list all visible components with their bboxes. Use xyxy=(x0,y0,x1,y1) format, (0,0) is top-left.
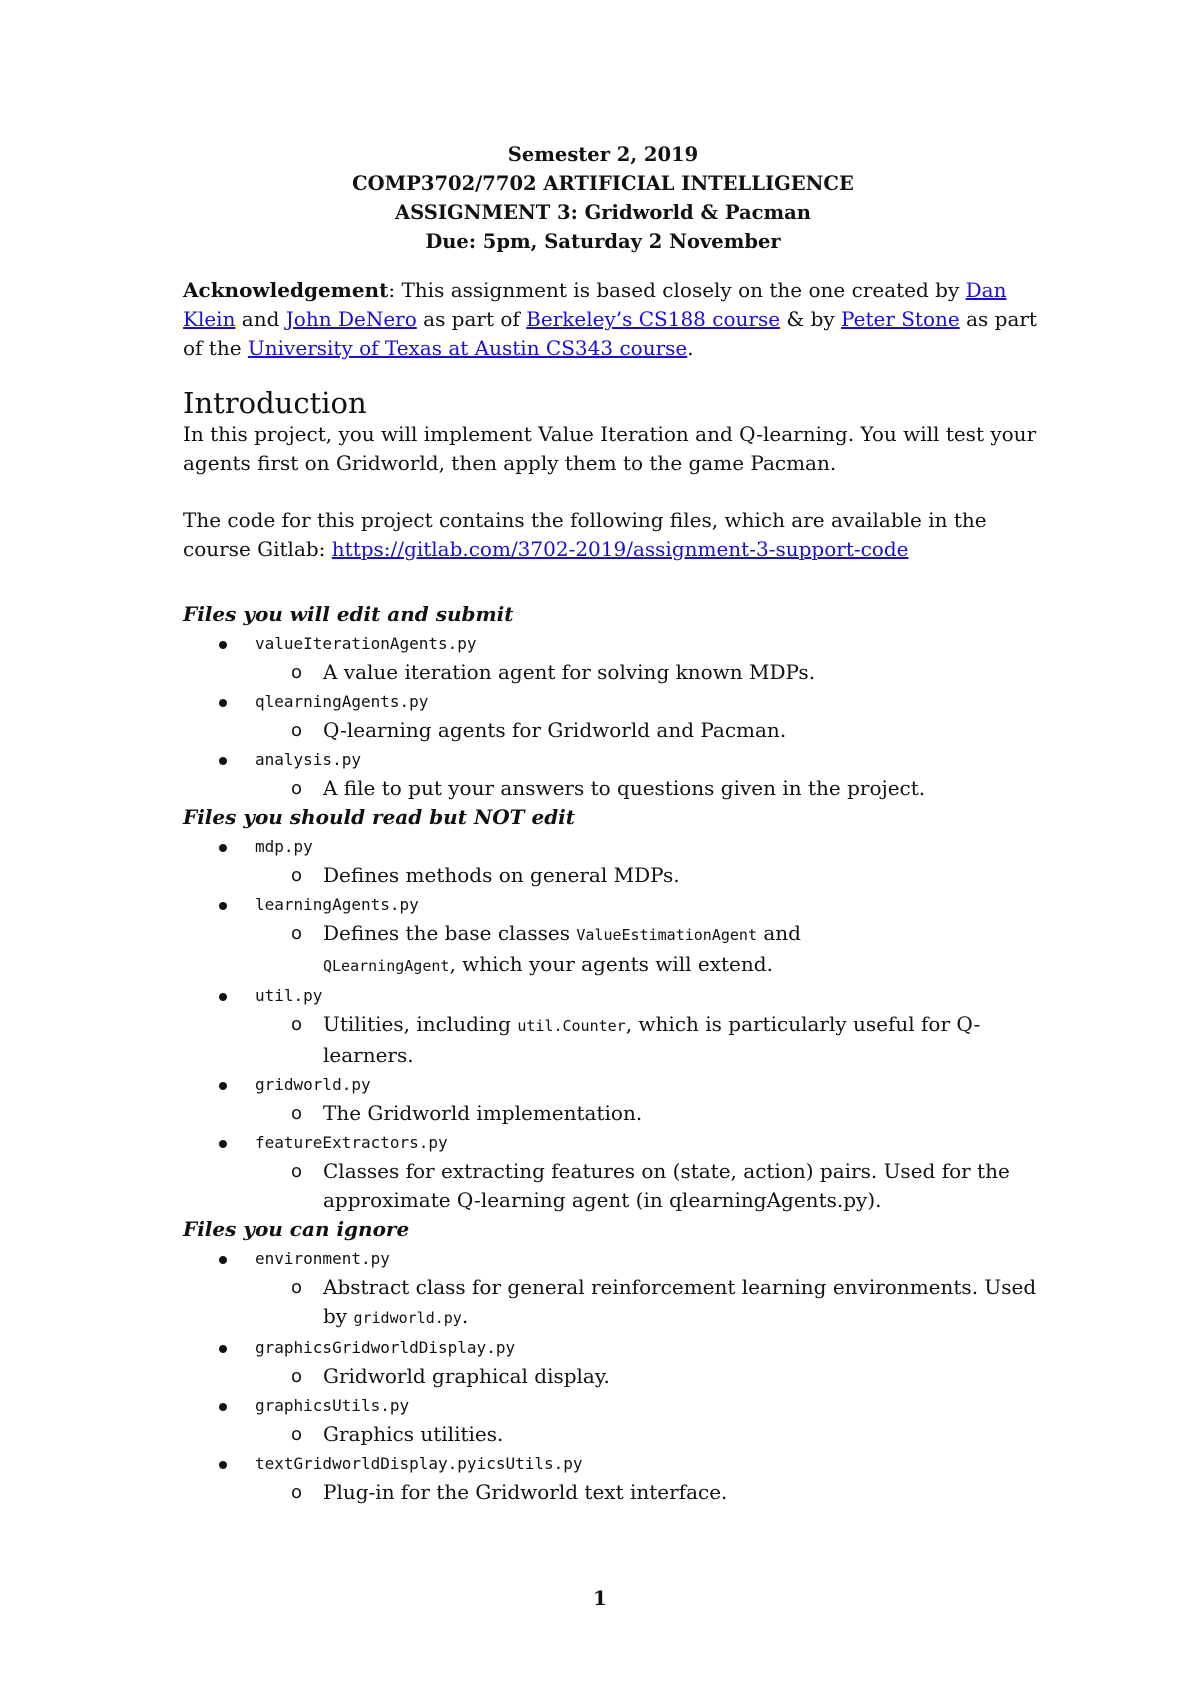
bullet-icon xyxy=(219,757,227,765)
file-name: graphicsGridworldDisplay.py xyxy=(255,1338,516,1357)
ack-text-5: as part of the xyxy=(183,307,1037,360)
link-berkeley-cs188[interactable]: Berkeley’s CS188 course xyxy=(526,307,781,331)
file-description: o Defines methods on general MDPs. xyxy=(253,861,1043,890)
bullet-icon xyxy=(219,699,227,707)
introduction-heading: Introduction xyxy=(183,386,367,420)
file-description: o Classes for extracting features on (state, action) pairs. Used for the approximate Q-learning agent (in qlearningAgents.py). xyxy=(291,1159,1010,1212)
sub-bullet-icon: o xyxy=(291,1424,303,1445)
bullet-icon xyxy=(219,1140,227,1148)
file-item xyxy=(183,832,1043,890)
acknowledgement-label: Acknowledgement xyxy=(183,278,389,302)
bullet-icon xyxy=(219,993,227,1001)
link-peter-stone[interactable]: Peter Stone xyxy=(841,307,960,331)
sub-bullet-icon: o xyxy=(291,778,303,799)
inline-code: ValueEstimationAgent xyxy=(576,926,757,944)
file-list-edit xyxy=(183,629,1043,803)
file-description: o Plug-in for the Gridworld text interface. xyxy=(253,1478,1043,1507)
sub-bullet-icon: o xyxy=(291,1103,303,1124)
file-name: analysis.py xyxy=(255,750,361,769)
file-description: o A value iteration agent for solving known MDPs. xyxy=(253,658,1043,687)
file-description: o Utilities, including util.Counter, which is particularly useful for Q-learners. xyxy=(291,1012,981,1067)
file-item xyxy=(183,745,1043,803)
acknowledgement-paragraph xyxy=(183,276,1043,363)
bullet-icon xyxy=(219,1461,227,1469)
course-line: COMP3702/7702 ARTIFICIAL INTELLIGENCE xyxy=(352,172,854,195)
sub-bullet-icon: o xyxy=(291,923,303,944)
file-item xyxy=(183,1244,1043,1333)
file-list-ignore xyxy=(183,1244,1043,1507)
bullet-icon xyxy=(219,1082,227,1090)
file-name: textGridworldDisplay.pyicsUtils.py xyxy=(255,1454,583,1473)
file-item xyxy=(183,1449,1043,1507)
file-description: o The Gridworld implementation. xyxy=(253,1099,1043,1128)
file-name: qlearningAgents.py xyxy=(255,692,429,711)
ack-colon: : xyxy=(388,278,396,302)
file-name: graphicsUtils.py xyxy=(255,1396,410,1415)
intro-paragraph-1: In this project, you will implement Value Iteration and Q-learning. You will test your agents first on Gridworld, then apply them to the game Pacman. xyxy=(183,422,1037,475)
file-name: valueIterationAgents.py xyxy=(255,634,477,653)
sub-bullet-icon: o xyxy=(291,662,303,683)
ack-text-2: and xyxy=(235,307,286,331)
section-title-edit: Files you will edit and submit xyxy=(183,602,514,626)
file-description: o Abstract class for general reinforcement learning environments. Used by gridworld.py. xyxy=(291,1275,1037,1328)
file-item xyxy=(183,1070,1043,1128)
gitlab-support-code-link[interactable]: https://gitlab.com/3702-2019/assignment-3-support-code xyxy=(331,537,909,561)
sub-bullet-icon: o xyxy=(291,865,303,886)
file-item xyxy=(183,981,1043,1070)
file-name: mdp.py xyxy=(255,837,313,856)
file-description: o Defines the base classes ValueEstimationAgent and QLearningAgent, which your agents will extend. xyxy=(291,921,801,976)
file-name: gridworld.py xyxy=(255,1075,371,1094)
page-content xyxy=(183,140,1043,1507)
sub-bullet-icon: o xyxy=(291,1161,303,1182)
file-description: o Q-learning agents for Gridworld and Pacman. xyxy=(253,716,1043,745)
sub-bullet-icon: o xyxy=(291,1366,303,1387)
file-name: environment.py xyxy=(255,1249,390,1268)
file-item xyxy=(183,1333,1043,1391)
section-title-ignore: Files you can ignore xyxy=(183,1217,410,1241)
assignment-line: ASSIGNMENT 3: Gridworld & Pacman xyxy=(395,201,811,224)
semester-line: Semester 2, 2019 xyxy=(507,143,699,166)
title-block xyxy=(163,140,1043,256)
sub-bullet-icon: o xyxy=(291,1482,303,1503)
file-name: learningAgents.py xyxy=(255,895,419,914)
ack-text-3: as part of xyxy=(416,307,527,331)
intro-paragraph-2-text: The code for this project contains the following files, which are available in the course Gitlab: xyxy=(183,508,987,561)
due-line: Due: 5pm, Saturday 2 November xyxy=(425,230,781,253)
inline-code: QLearningAgent xyxy=(323,957,450,975)
section-title-read: Files you should read but NOT edit xyxy=(183,805,576,829)
file-item xyxy=(183,890,1043,981)
file-item xyxy=(183,1391,1043,1449)
bullet-icon xyxy=(219,1345,227,1353)
bullet-icon xyxy=(219,902,227,910)
intro-paragraph-2 xyxy=(183,506,1043,564)
link-dan-klein[interactable]: Dan Klein xyxy=(183,278,1007,331)
ack-text-6: . xyxy=(687,336,694,360)
file-description: o A file to put your answers to questions given in the project. xyxy=(253,774,1043,803)
bullet-icon xyxy=(219,844,227,852)
file-list-read xyxy=(183,832,1043,1215)
ack-text-4: & by xyxy=(780,307,842,331)
file-item xyxy=(183,629,1043,687)
inline-code: gridworld.py xyxy=(353,1309,462,1327)
bullet-icon xyxy=(219,641,227,649)
bullet-icon xyxy=(219,1403,227,1411)
link-ut-austin-cs343[interactable]: University of Texas at Austin CS343 course xyxy=(247,336,688,360)
file-name: util.py xyxy=(255,986,323,1005)
bullet-icon xyxy=(219,1256,227,1264)
sub-bullet-icon: o xyxy=(291,720,303,741)
ack-text-1: This assignment is based closely on the one created by xyxy=(395,278,966,302)
file-name: featureExtractors.py xyxy=(255,1133,448,1152)
link-john-denero[interactable]: John DeNero xyxy=(285,307,417,331)
file-item xyxy=(183,1128,1043,1215)
file-description: o Gridworld graphical display. xyxy=(253,1362,1043,1391)
sub-bullet-icon: o xyxy=(291,1014,303,1035)
page-number: 1 xyxy=(593,1586,607,1610)
file-item xyxy=(183,687,1043,745)
file-description: o Graphics utilities. xyxy=(253,1420,1043,1449)
inline-code: util.Counter xyxy=(517,1017,626,1035)
sub-bullet-icon: o xyxy=(291,1277,303,1298)
